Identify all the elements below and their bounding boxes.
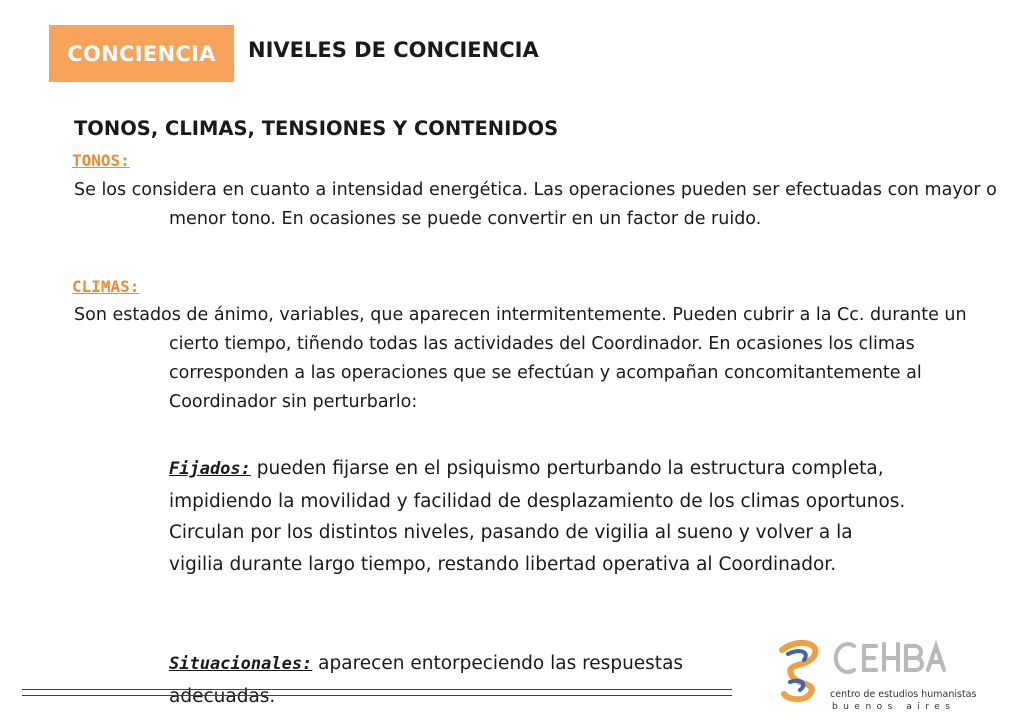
cehba-logo-icon bbox=[770, 632, 950, 712]
fijados-text: pueden fijarse en el psiquismo perturbando la estructura completa, impidiendo la movilidad y facilidad de desplazamiento de los climas oportunos. Circulan por los distintos niveles, pasando de vigilia al sueno y volver a la vigilia durante largo tiempo, restando libertad operativa al Coordinador. bbox=[169, 458, 906, 575]
section-badge: CONCIENCIA bbox=[49, 25, 234, 82]
cehba-logo bbox=[770, 632, 977, 712]
climas-label: CLIMAS: bbox=[72, 277, 140, 296]
page-title: NIVELES DE CONCIENCIA bbox=[248, 38, 539, 62]
climas-paragraph: Son estados de ánimo, variables, que aparecen intermitentemente. Pueden cubrir a la Cc. durante un cierto tiempo, tiñendo todas las actividades del Coordinador. En ocasiones los climas corresponden a las operaciones que se efectúan y acompañan concomitantemente al Coordinador sin perturbarlo: bbox=[74, 305, 967, 412]
situacionales-text: aparecen entorpeciendo las respuestas adecuadas. bbox=[169, 653, 684, 707]
tonos-paragraph: Se los considera en cuanto a intensidad energética. Las operaciones pueden ser efectuadas con mayor o menor tono. En ocasiones se puede convertir en un factor de ruido. bbox=[74, 180, 997, 229]
footer-rule-top bbox=[22, 689, 732, 690]
tonos-label: TONOS: bbox=[72, 151, 130, 170]
fijados-term: Fijados: bbox=[169, 459, 251, 479]
logo-caption: centro de estudios humanistas bbox=[830, 689, 977, 700]
logo-city: buenos aires bbox=[832, 702, 956, 712]
situacionales-term: Situacionales: bbox=[169, 654, 313, 674]
footer-rule-bottom bbox=[22, 695, 732, 696]
situacionales-item bbox=[169, 648, 769, 712]
fijados-item bbox=[169, 453, 909, 580]
section-heading: TONOS, CLIMAS, TENSIONES Y CONTENIDOS bbox=[74, 117, 559, 140]
